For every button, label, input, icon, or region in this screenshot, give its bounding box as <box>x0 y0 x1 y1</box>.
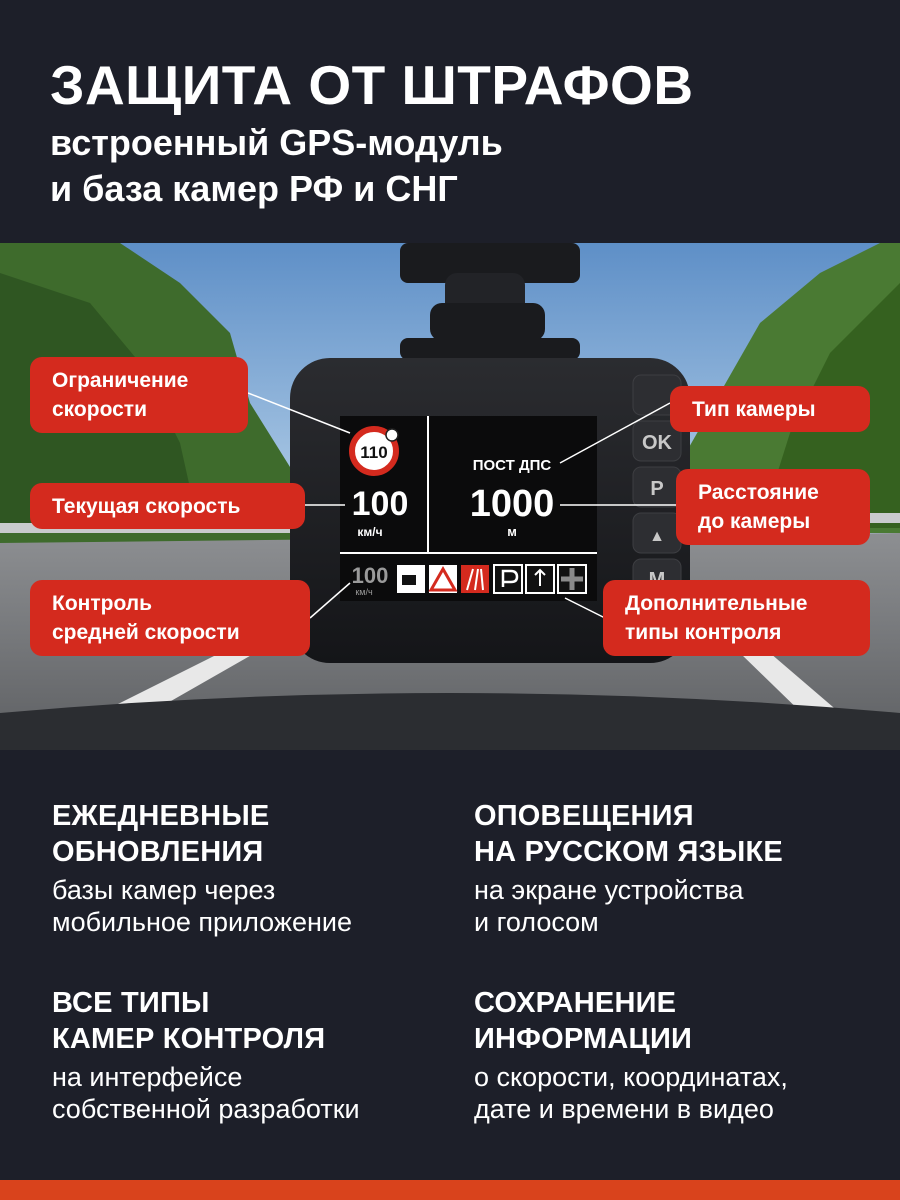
page-subtitle <box>50 120 503 212</box>
ok-button-label: OK <box>642 432 672 454</box>
feature-text: на экране устройства и голосом <box>474 875 744 937</box>
callout-avg-speed: Контроль средней скорости <box>30 580 310 656</box>
avg-speed-unit: км/ч <box>355 587 373 597</box>
up-button-label: ▲ <box>649 528 665 545</box>
feature-heading: ЕЖЕДНЕВНЫЕ ОБНОВЛЕНИЯ <box>52 800 270 868</box>
callout-extra-types: Дополнительные типы контроля <box>603 580 870 656</box>
feature-all-camera-types <box>52 985 462 1125</box>
feature-text: о скорости, координатах, дате и времени в видео <box>474 1062 788 1124</box>
subtitle-line-1: встроенный GPS-модуль <box>50 122 503 163</box>
camera-type-value: ПОСТ ДПС <box>472 457 552 474</box>
features-section <box>0 750 900 1180</box>
bottom-accent-bar <box>0 1180 900 1200</box>
camera-marker-icon <box>386 429 398 441</box>
speed-limit-value: 110 <box>360 443 388 462</box>
callout-camera-type: Тип камеры <box>670 386 870 432</box>
feature-heading: ОПОВЕЩЕНИЯ НА РУССКОМ ЯЗЫКЕ <box>474 800 783 868</box>
page-title: ЗАЩИТА ОТ ШТРАФОВ <box>50 54 694 116</box>
p-button-label: P <box>650 478 664 500</box>
feature-russian-alerts <box>474 798 874 938</box>
feature-heading: СОХРАНЕНИЕ ИНФОРМАЦИИ <box>474 987 693 1055</box>
header-banner <box>0 0 900 243</box>
callout-distance: Расстояние до камеры <box>676 469 870 545</box>
feature-heading: ВСЕ ТИПЫ КАМЕР КОНТРОЛЯ <box>52 987 326 1055</box>
callout-speed-limit: Ограничение скорости <box>30 357 248 433</box>
callout-current-speed: Текущая скорость <box>30 483 305 529</box>
distance-value: 1000 <box>469 483 555 525</box>
distance-unit: м <box>507 524 517 539</box>
feature-text: базы камер через мобильное приложение <box>52 875 352 937</box>
feature-info-saving <box>474 985 894 1125</box>
avg-speed-value: 100 <box>351 563 389 588</box>
current-speed-unit: км/ч <box>357 525 383 539</box>
subtitle-line-2: и база камер РФ и СНГ <box>50 168 458 209</box>
feature-text: на интерфейсе собственной разработки <box>52 1062 360 1124</box>
current-speed-value: 100 <box>351 485 409 523</box>
feature-daily-updates <box>52 798 452 938</box>
